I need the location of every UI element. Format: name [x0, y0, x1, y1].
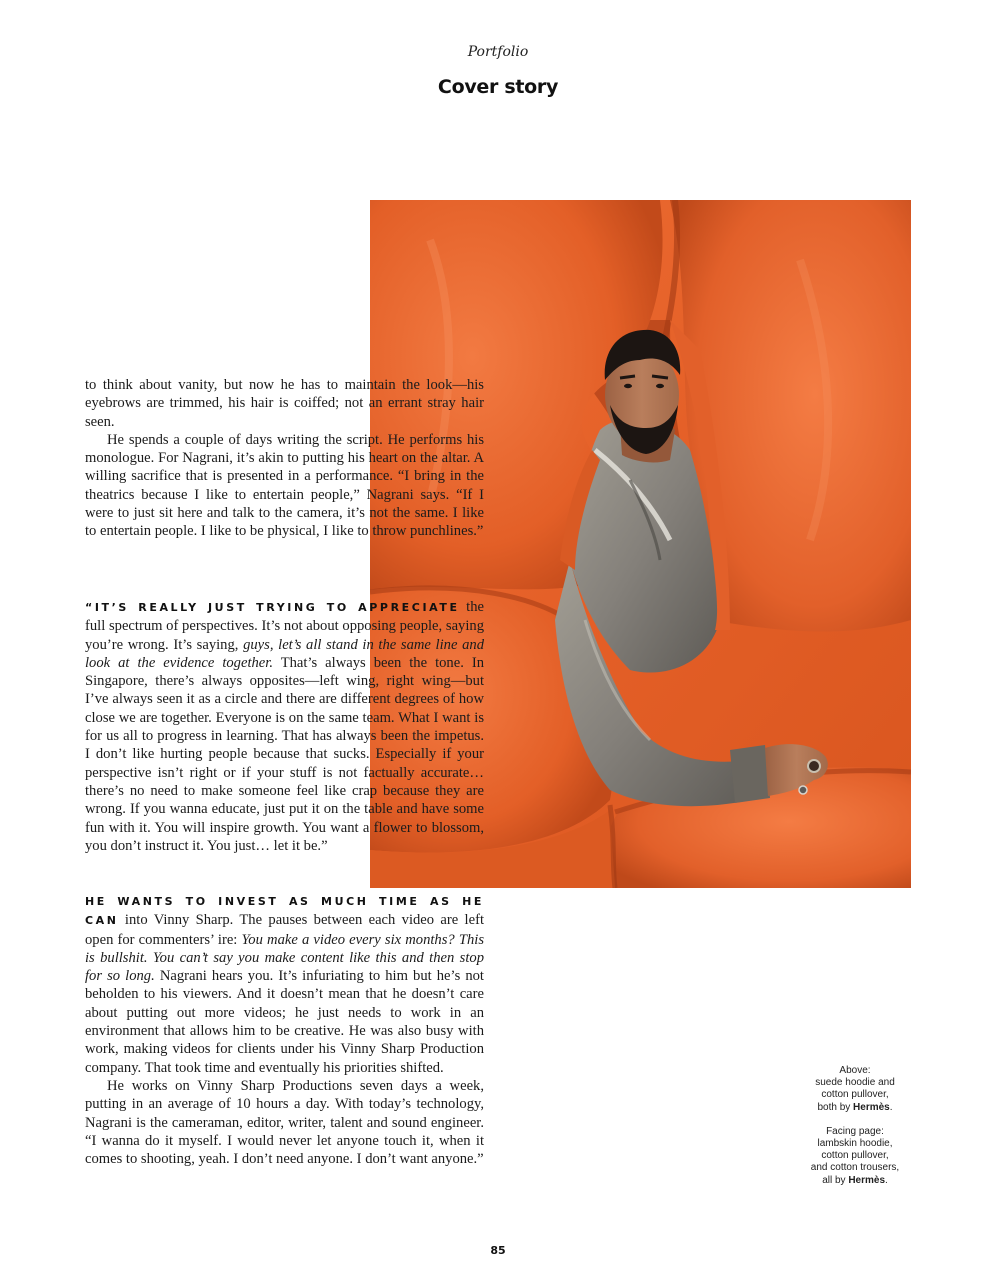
section-title: Cover story — [437, 76, 559, 98]
caption-punct: . — [885, 1174, 888, 1186]
page-number: 85 — [490, 1244, 506, 1257]
caption-line: all by — [822, 1174, 849, 1186]
article-block-1 — [85, 376, 484, 541]
paragraph: He works on Vinny Sharp Productions seven days a week, putting in an average of 10 hours a day. With today’s technology, Nagrani is the cameraman, editor, writer, talent and sound engineer. “I wanna do it myself. I would never let anyone touch it, when it comes to shooting, yeah. I don’t need anyone. I don’t want anyone.” — [85, 1077, 484, 1168]
section-label: Portfolio — [467, 44, 529, 60]
brand-name: Hermès — [853, 1101, 890, 1113]
article-block-2 — [85, 598, 484, 855]
paragraph-text: into Vinny Sharp. The pauses between each video are left open for commenters’ ire: — [85, 912, 484, 948]
paragraph-italic: You make a video every six months? This is bullshit. You can’t say you make content like this and then stop for so long. — [85, 931, 484, 985]
article-block-3 — [85, 892, 484, 1168]
brand-name: Hermès — [848, 1174, 886, 1186]
paragraph — [85, 598, 484, 855]
caption-punct: . — [889, 1101, 893, 1113]
paragraph-text: That’s always been the tone. In Singapore, there’s always opposites—left wing, right wing—but I’ve always seen it as a circle and there are different degrees of how close we are together. Everyone is on the same team. What I want is for us all to progress in learning. That has always been the impetus. I don’t like hurting people because that sucks. Especially if your perspective isn’t right or if your stuff is not factually accurate… there’s no need to make someone feel like crap because they are wrong. If you wanna educate, just put it on the table and have some fun with it. You will inspire growth. You want a flower to blossom, you don’t instruct it. You just… let it be.” — [85, 654, 484, 854]
caption-line: cotton pullover, — [821, 1150, 889, 1162]
paragraph — [85, 892, 484, 1077]
paragraph-text: Nagrani hears you. It’s infuriating to him but he’s not beholden to his viewers. And it doesn’t mean that he doesn’t care about putting out more videos; he just needs to work in an environment that allows him to be creative. He was also busy with work, making videos for clients under his Vinny Sharp Production company. That took time and eventually his priorities shifted. — [85, 968, 484, 1076]
caption-above — [796, 1065, 914, 1114]
caption-line: suede hoodie and — [815, 1077, 895, 1089]
lead-in: “IT’S REALLY JUST TRYING TO APPRECIATE — [85, 601, 460, 614]
caption-line: and cotton trousers, — [810, 1162, 900, 1174]
paragraph: He spends a couple of days writing the script. He performs his monologue. For Nagrani, it’s akin to putting his heart on the altar. A willing sacrifice that is presented in a performance. “I bring in the theatrics because I like to entertain people,” Nagrani says. “If I were to just sit here and talk to the camera, it’s not the same. I like to entertain people. I like to be physical, I like to throw punchlines.” — [85, 431, 484, 540]
paragraph: to think about vanity, but now he has to maintain the look—his eyebrows are trimmed, his hair is coiffed; not an errant stray hair seen. — [85, 377, 484, 430]
caption-facing — [796, 1126, 914, 1187]
lead-in: HE WANTS TO INVEST AS MUCH TIME AS HE CAN — [85, 895, 484, 928]
caption-line: cotton pullover, — [821, 1089, 889, 1101]
photo-caption — [796, 1065, 914, 1187]
paragraph-italic: guys, let’s all stand in the same line and look at the evidence together. — [85, 636, 484, 671]
caption-line: lambskin hoodie, — [817, 1138, 893, 1150]
paragraph-text: the full spectrum of perspectives. It’s not about opposing people, saying you’re wrong. It’s saying, — [85, 599, 484, 653]
caption-line: both by — [817, 1101, 854, 1113]
caption-line: Above: — [839, 1065, 871, 1076]
caption-line: Facing page: — [826, 1125, 884, 1137]
